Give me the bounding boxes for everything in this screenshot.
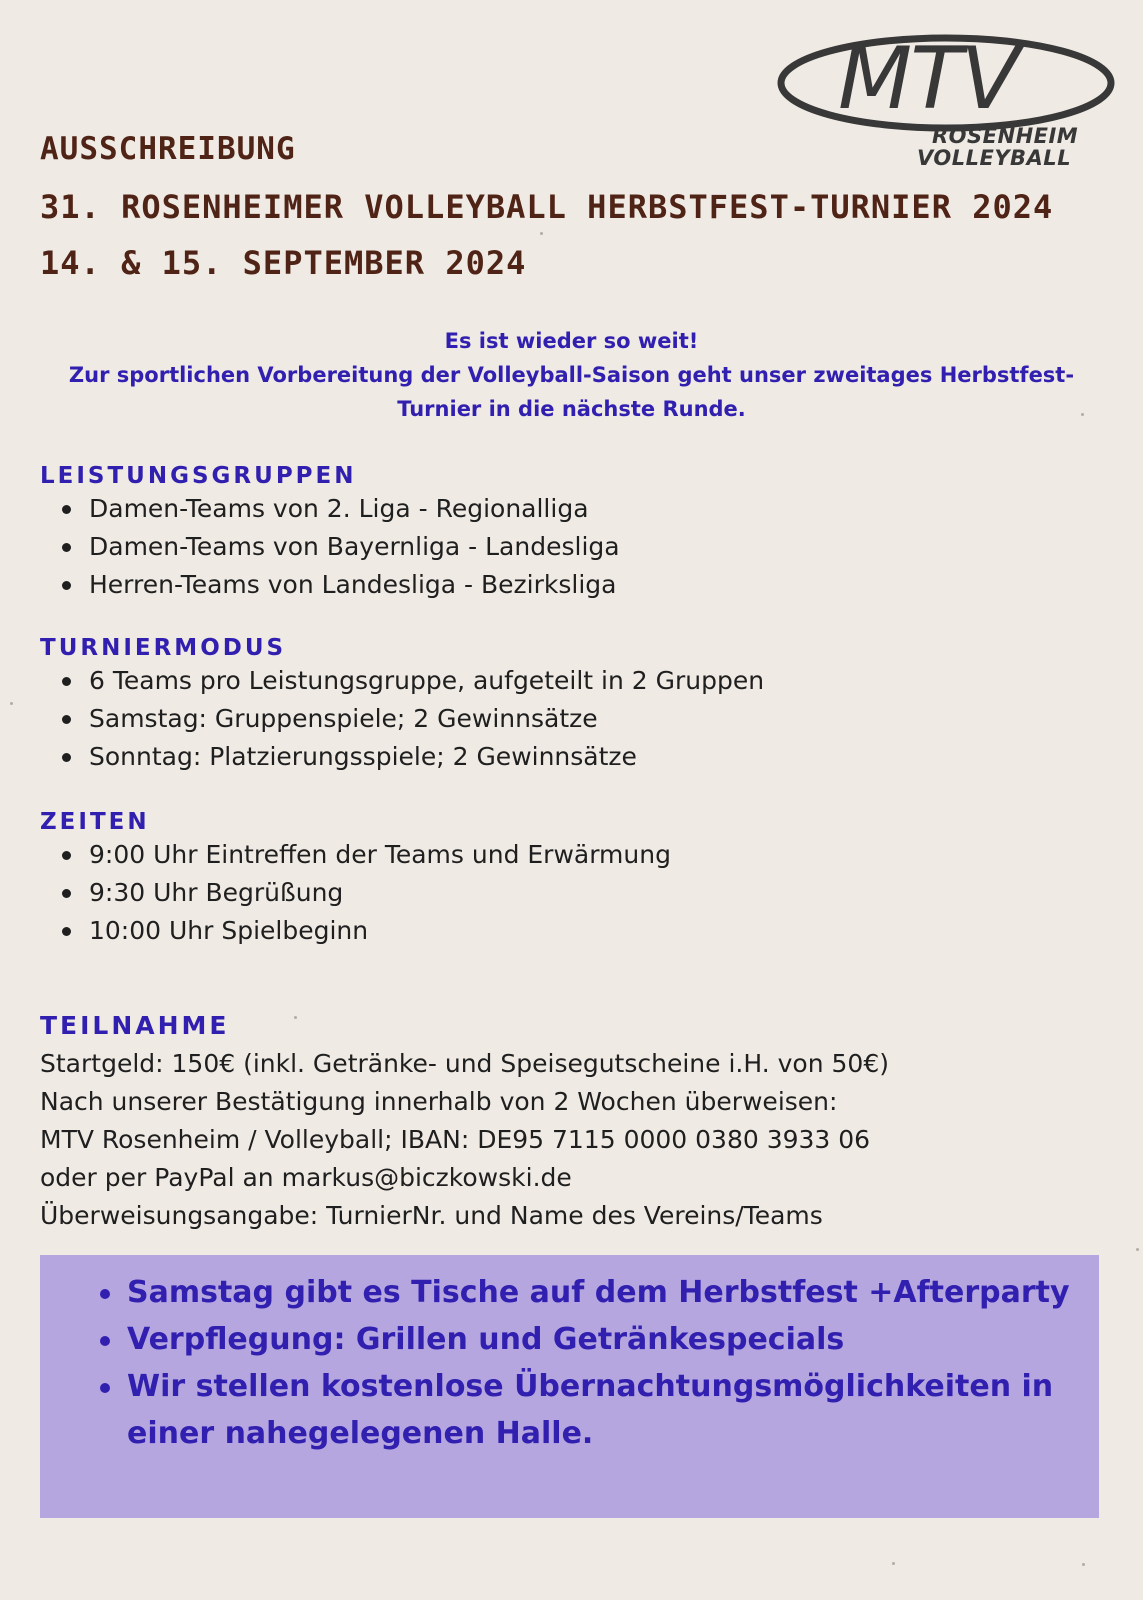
paper-speck (892, 1562, 895, 1565)
section-zeiten (40, 808, 671, 950)
highlight-item: Samstag gibt es Tische auf dem Herbstfest +Afterparty (40, 1269, 1099, 1316)
fee-line: Startgeld: 150€ (inkl. Getränke- und Speisegutscheine i.H. von 50€) (40, 1049, 889, 1078)
bullet-list (40, 836, 671, 950)
highlight-box (40, 1255, 1099, 1518)
section-teilnahme (40, 1007, 889, 1235)
bullet-list (40, 662, 764, 776)
section-title: TURNIERMODUS (40, 635, 287, 661)
section-title: LEISTUNGSGRUPPEN (40, 463, 357, 489)
payment-instruction: Nach unserer Bestätigung innerhalb von 2 Wochen überweisen: (40, 1087, 838, 1116)
highlight-list (40, 1255, 1099, 1457)
iban-line: MTV Rosenheim / Volleyball; IBAN: DE95 7115 0000 0380 3933 06 (40, 1125, 871, 1154)
highlight-item: Verpflegung: Grillen und Getränkespecials (40, 1316, 1099, 1363)
section-title: ZEITEN (40, 809, 150, 835)
list-item: Herren-Teams von Landesliga - Bezirksliga (40, 566, 620, 604)
logo-city: ROSENHEIM (932, 124, 1079, 148)
bullet-list (40, 490, 620, 604)
list-item: 9:30 Uhr Begrüßung (40, 874, 671, 912)
tournament-title: 31. ROSENHEIMER VOLLEYBALL HERBSTFEST-TURNIER 2024 (40, 188, 1054, 226)
intro-line: Turnier in die nächste Runde. (397, 397, 746, 421)
list-item: Samstag: Gruppenspiele; 2 Gewinnsätze (40, 700, 764, 738)
section-title: TEILNAHME (40, 1011, 230, 1040)
list-item: 6 Teams pro Leistungsgruppe, aufgeteilt in 2 Gruppen (40, 662, 764, 700)
list-item: Damen-Teams von Bayernliga - Landesliga (40, 528, 620, 566)
section-leistungsgruppen (40, 462, 620, 604)
reference-line: Überweisungsangabe: TurnierNr. und Name des Vereins/Teams (40, 1201, 823, 1230)
logo-sport: VOLLEYBALL (917, 146, 1072, 170)
highlight-item: Wir stellen kostenlose Übernachtungsmöglichkeiten in einer nahegelegenen Halle. (40, 1363, 1099, 1457)
mtv-logo (776, 29, 1116, 170)
doc-type-heading: AUSSCHREIBUNG (40, 131, 296, 167)
list-item: Sonntag: Platzierungsspiele; 2 Gewinnsätze (40, 738, 764, 776)
tournament-date: 14. & 15. SEPTEMBER 2024 (40, 244, 527, 282)
intro-line: Zur sportlichen Vorbereitung der Volleyball-Saison geht unser zweitages Herbstfest- (68, 363, 1075, 387)
paypal-line: oder per PayPal an markus@biczkowski.de (40, 1163, 572, 1192)
intro-text (20, 324, 1123, 426)
paper-speck (1082, 1563, 1085, 1566)
paper-speck (10, 702, 13, 705)
list-item: 9:00 Uhr Eintreffen der Teams und Erwärmung (40, 836, 671, 874)
section-turniermodus (40, 634, 764, 776)
list-item: 10:00 Uhr Spielbeginn (40, 912, 671, 950)
intro-line: Es ist wieder so weit! (444, 329, 699, 353)
list-item: Damen-Teams von 2. Liga - Regionalliga (40, 490, 620, 528)
paper-speck (540, 232, 543, 235)
logo-brand: MTV (838, 29, 1018, 129)
paper-speck (1136, 1248, 1139, 1251)
